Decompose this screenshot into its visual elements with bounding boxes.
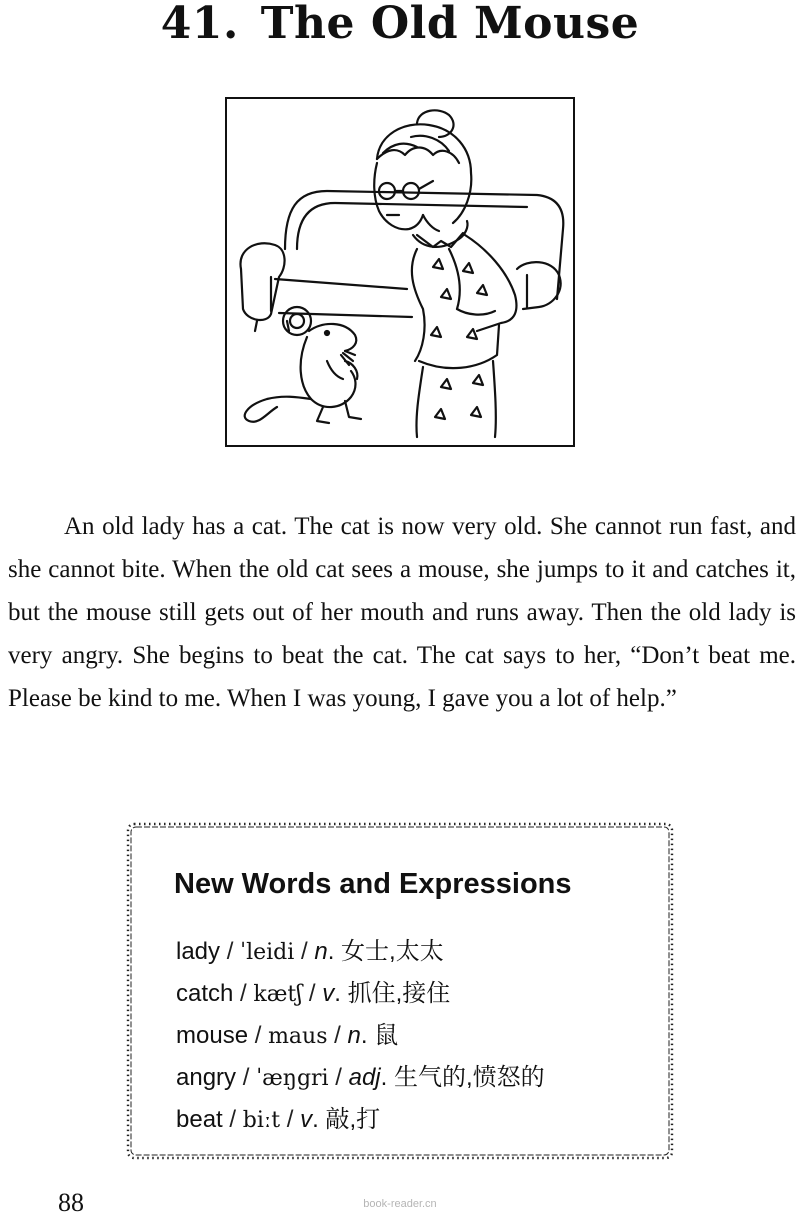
vocab-word: mouse (176, 1022, 249, 1049)
vocab-word: angry (176, 1064, 237, 1091)
vocab-pos: v (300, 1106, 313, 1133)
lesson-title (0, 0, 800, 48)
vocabulary-item: beat / biːt / v. 敲,打 (176, 1106, 381, 1133)
vocab-meaning: 鼠 (374, 1022, 399, 1049)
vocab-ipa: maus (268, 1024, 328, 1049)
story-paragraph: An old lady has a cat. The cat is now very old. She cannot run fast, and she cannot bite. When the old cat sees a mouse, she jumps to it and catches it, but the mouse still gets out of her mouth and runs away. Then the old lady is very angry. She begins to beat the cat. The cat says to her, “Don’t beat me. Please be kind to me. When I was young, I gave you a lot of help.” (8, 513, 796, 712)
watermark: book-reader.cn (363, 1198, 437, 1210)
lesson-number: 41. (160, 0, 239, 49)
vocab-meaning: 抓住,接住 (347, 980, 451, 1007)
vocab-word: catch (176, 980, 234, 1007)
vocabulary-item: catch / kætʃ / v. 抓住,接住 (176, 980, 451, 1007)
vocab-ipa: biːt (242, 1108, 281, 1133)
vocab-meaning: 生气的,愤怒的 (393, 1064, 545, 1091)
vocab-meaning: 敲,打 (325, 1106, 381, 1133)
vocab-word: lady (176, 938, 221, 965)
vocab-ipa: ˈæŋgri (256, 1066, 329, 1091)
vocab-meaning: 女士,太太 (341, 938, 444, 965)
vocabulary-item: lady / ˈleidi / n. 女士,太太 (176, 938, 444, 965)
vocabulary-item: mouse / maus / n. 鼠 (176, 1022, 399, 1049)
lesson-title-text: The Old Mouse (260, 0, 640, 49)
story-text (8, 505, 796, 720)
story-illustration (225, 97, 575, 447)
vocab-ipa: kætʃ (253, 982, 303, 1007)
page-number: 88 (58, 1188, 84, 1217)
vocab-ipa: ˈleidi (240, 940, 295, 965)
vocab-pos: n (314, 938, 328, 965)
vocab-pos: adj (348, 1064, 381, 1091)
vocabulary-box (122, 818, 678, 1164)
vocabulary-title: New Words and Expressions (174, 868, 572, 900)
vocabulary-item: angry / ˈæŋgri / adj. 生气的,愤怒的 (176, 1064, 545, 1091)
vocab-pos: n (347, 1022, 361, 1049)
vocab-pos: v (322, 980, 335, 1007)
old-lady-cat-mouse-illustration-icon (227, 99, 573, 445)
vocabulary-list (176, 931, 545, 1141)
vocab-word: beat (176, 1106, 223, 1133)
